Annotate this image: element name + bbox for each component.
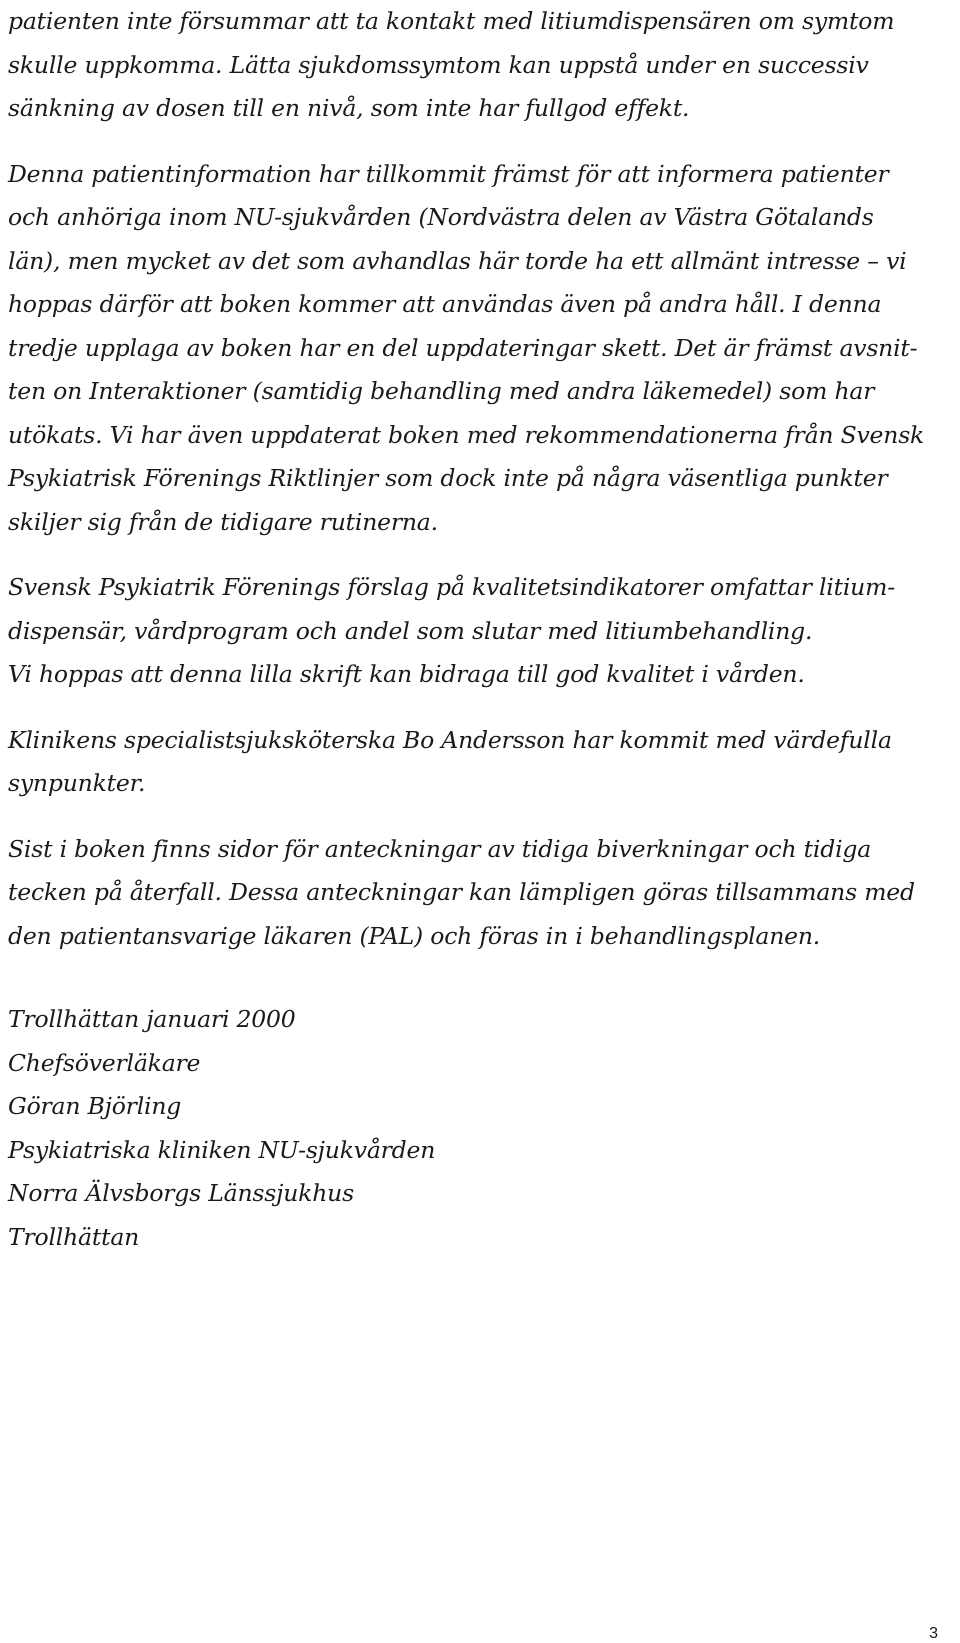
text-line: Vi hoppas att denna lilla skrift kan bidraga till god kvalitet i vården.	[8, 660, 805, 688]
paragraph-spacer	[8, 131, 938, 153]
text-line: synpunkter.	[8, 769, 146, 797]
document-page	[8, 0, 938, 1259]
paragraph-continuation	[8, 0, 938, 131]
text-line: hoppas därför att boken kommer att användas även på andra håll. I denna	[8, 290, 882, 318]
page-number: 3	[929, 1625, 938, 1642]
signature-department: Psykiatriska kliniken NU-sjukvården	[8, 1135, 436, 1164]
signature-block	[8, 998, 938, 1259]
signature-place-date: Trollhättan januari 2000	[8, 1005, 296, 1033]
text-line: skiljer sig från de tidigare rutinerna.	[8, 507, 438, 536]
text-line: Denna patientinformation har tillkommit främst för att informera patienter	[8, 159, 889, 188]
paragraph-spacer	[8, 697, 938, 719]
signature-name: Göran Björling	[8, 1092, 182, 1120]
text-line: patienten inte försummar att ta kontakt med litiumdispensären om symtom	[8, 7, 895, 35]
text-line: utökats. Vi har även uppdaterat boken med rekommendationerna från Svensk	[8, 420, 925, 449]
text-line: ten on Interaktioner (samtidig behandling med andra läkemedel) som har	[8, 377, 875, 405]
text-line: skulle uppkomma. Lätta sjukdomssymtom kan uppstå under en successiv	[8, 50, 869, 79]
text-line: Sist i boken finns sidor för anteckningar av tidiga biverkningar och tidiga	[8, 834, 872, 863]
text-line: Psykiatrisk Förenings Riktlinjer som dock inte på några väsentliga punkter	[8, 464, 888, 492]
text-line: Klinikens specialistsjuksköterska Bo Andersson har kommit med värdefulla	[8, 725, 892, 754]
paragraph-spacer	[8, 958, 938, 998]
paragraph-patient-information	[8, 153, 938, 545]
text-line: Svensk Psykiatrik Förenings förslag på kvalitetsindikatorer omfattar litium-	[8, 573, 895, 601]
text-line: tecken på återfall. Dessa anteckningar kan lämpligen göras tillsammans med	[8, 878, 915, 906]
text-line: och anhöriga inom NU-sjukvården (Nordvästra delen av Västra Götalands	[8, 203, 874, 231]
signature-city: Trollhättan	[8, 1222, 140, 1251]
paragraph-notes	[8, 828, 938, 959]
text-line: tredje upplaga av boken har en del uppdateringar skett. Det är främst avsnit-	[8, 333, 918, 362]
text-line: län), men mycket av det som avhandlas här torde ha ett allmänt intresse – vi	[8, 246, 907, 275]
text-line: sänkning av dosen till en nivå, som inte har fullgod effekt.	[8, 94, 690, 122]
signature-title: Chefsöverläkare	[8, 1048, 201, 1077]
text-line: dispensär, vårdprogram och andel som slutar med litiumbehandling.	[8, 616, 813, 645]
paragraph-quality-indicators	[8, 566, 938, 697]
paragraph-spacer	[8, 544, 938, 566]
signature-hospital: Norra Älvsborgs Länssjukhus	[8, 1179, 354, 1207]
paragraph-acknowledgement	[8, 719, 938, 806]
paragraph-spacer	[8, 806, 938, 828]
text-line: den patientansvarige läkaren (PAL) och föras in i behandlingsplanen.	[8, 921, 821, 950]
